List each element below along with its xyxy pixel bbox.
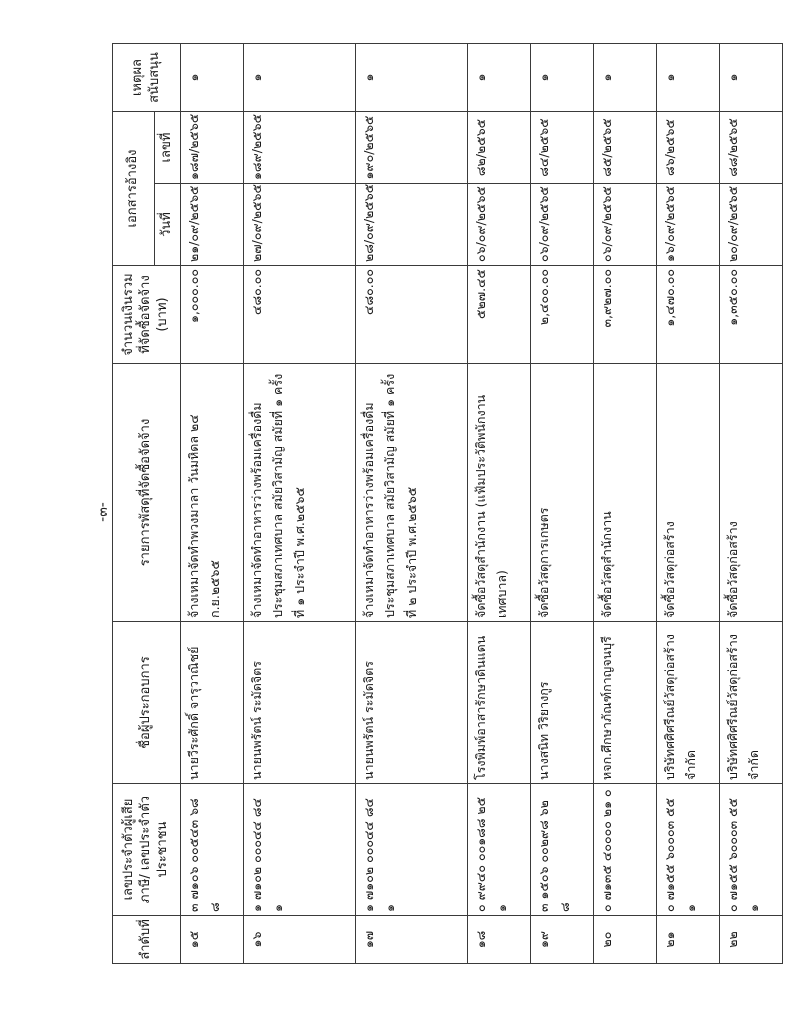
header-vendor: ชื่อผู้ประกอบการ xyxy=(113,622,181,784)
table-row xyxy=(657,43,720,963)
cell-taxid: ๑ ๗๑๐๒ ๐๐๐๔๔ ๘๔ ๑ xyxy=(356,784,468,916)
cell-item: จัดซื้อวัสดุก่อสร้าง xyxy=(720,364,783,622)
cell-docno: ๑๘๗/๒๕๖๕ xyxy=(181,111,244,183)
cell-taxid: ๐ ๙๙๔๐ ๐๐๑๘๘ ๒๕ ๑ xyxy=(468,784,531,916)
cell-no: ๒๒ xyxy=(720,916,783,964)
cell-item: จ้างเหมาจัดทำอาหารว่างพร้อมเครื่องดื่ม ประชุมสภาเทศบาล สมัยวิสามัญ สมัยที่ ๑ ครั้งที่ ๒ ประจำปี พ.ศ.๒๕๖๕ xyxy=(356,364,468,622)
cell-amount: ๑,๓๕๐.๐๐ xyxy=(720,266,783,364)
cell-date: ๒๗/๐๙/๒๕๖๕ xyxy=(244,184,356,266)
table-row xyxy=(356,43,468,963)
cell-item: จ้างเหมาจัดทำอาหารว่างพร้อมเครื่องดื่ม ประชุมสภาเทศบาล สมัยวิสามัญ สมัยที่ ๑ ครั้งที่ ๑ ประจำปี พ.ศ.๒๕๖๕ xyxy=(244,364,356,622)
cell-no: ๑๕ xyxy=(181,916,244,964)
cell-taxid: ๐ ๗๑๕๕ ๖๐๐๐๓ ๕๕ ๑ xyxy=(720,784,783,916)
cell-docno: ๘๘/๒๕๖๕ xyxy=(720,111,783,183)
header-doc-no: เลขที่ xyxy=(155,111,181,183)
table-row xyxy=(181,43,244,963)
cell-vendor: นายวีระศักดิ์ จารุวาณิชย์ xyxy=(181,622,244,784)
cell-reason: ๑ xyxy=(181,43,244,111)
table-row xyxy=(244,43,356,963)
cell-docno: ๑๘๙/๒๕๖๕ xyxy=(244,111,356,183)
cell-reason: ๑ xyxy=(468,43,531,111)
cell-amount: ๕๒๗.๔๕ xyxy=(468,266,531,364)
cell-reason: ๑ xyxy=(594,43,657,111)
header-doc-date: วันที่ xyxy=(155,184,181,266)
cell-taxid: ๐ ๗๑๓๕ ๔๐๐๐๐ ๒๑ ๐ xyxy=(594,784,657,916)
header-amount: จำนวนเงินรวม ที่จัดซื้อจัดจ้าง (บาท) xyxy=(113,266,181,364)
cell-docno: ๘๖/๒๕๖๕ xyxy=(657,111,720,183)
header-reason: เหตุผล สนับสนุน xyxy=(113,43,181,111)
cell-amount: ๓,๙๒๗.๐๐ xyxy=(594,266,657,364)
cell-vendor: นายนพรัตน์ ระมัดจิตร xyxy=(244,622,356,784)
cell-no: ๑๖ xyxy=(244,916,356,964)
cell-no: ๑๘ xyxy=(468,916,531,964)
table-row xyxy=(720,43,783,963)
procurement-table xyxy=(112,43,783,964)
cell-no: ๒๑ xyxy=(657,916,720,964)
cell-vendor: บริษัทศศิศรีณย์วัสดุก่อสร้าง จำกัด xyxy=(720,622,783,784)
cell-date: ๐๖/๐๙/๒๕๖๕ xyxy=(468,184,531,266)
cell-vendor: หจก.ศึกษาภัณฑ์กาญจนบุรี xyxy=(594,622,657,784)
cell-item: จัดซื้อวัสดุก่อสร้าง xyxy=(657,364,720,622)
cell-reason: ๑ xyxy=(657,43,720,111)
cell-docno: ๘๕/๒๕๖๕ xyxy=(594,111,657,183)
cell-amount: ๑,๐๐๐.๐๐ xyxy=(181,266,244,364)
cell-docno: ๘๒/๒๕๖๕ xyxy=(468,111,531,183)
cell-date: ๐๖/๐๙/๒๕๖๕ xyxy=(594,184,657,266)
header-no: ลำดับที่ xyxy=(113,916,181,964)
cell-reason: ๑ xyxy=(720,43,783,111)
cell-amount: ๔๘๐.๐๐ xyxy=(356,266,468,364)
cell-taxid: ๓ ๗๑๐๖ ๐๐๕๔๓ ๖๘ ๘ xyxy=(181,784,244,916)
cell-no: ๒๐ xyxy=(594,916,657,964)
table-row xyxy=(531,43,594,963)
cell-taxid: ๐ ๗๑๕๕ ๖๐๐๐๓ ๕๕ ๑ xyxy=(657,784,720,916)
cell-no: ๑๙ xyxy=(531,916,594,964)
header-row xyxy=(113,43,155,963)
cell-date: ๒๘/๐๙/๒๕๖๕ xyxy=(356,184,468,266)
cell-date: ๒๐/๐๙/๒๕๖๕ xyxy=(720,184,783,266)
cell-date: ๐๖/๐๙/๒๕๖๕ xyxy=(531,184,594,266)
cell-amount: ๔๘๐.๐๐ xyxy=(244,266,356,364)
cell-docno: ๑๙๐/๒๕๖๕ xyxy=(356,111,468,183)
table-row xyxy=(468,43,531,963)
cell-item: จัดซื้อวัสดุสำนักงาน (แฟ้มประวัติพนักงานเทศบาล) xyxy=(468,364,531,622)
cell-taxid: ๑ ๗๑๐๒ ๐๐๐๔๔ ๘๔ ๑ xyxy=(244,784,356,916)
cell-item: จัดซื้อวัสดุการเกษตร xyxy=(531,364,594,622)
cell-vendor: โรงพิมพ์อาสารักษาดินแดน xyxy=(468,622,531,784)
cell-vendor: นายนพรัตน์ ระมัดจิตร xyxy=(356,622,468,784)
table-row xyxy=(594,43,657,963)
cell-item: จ้างเหมาจัดทำพวงมาลา วันมหิดล ๒๔ ก.ย.๒๕๖๕ xyxy=(181,364,244,622)
cell-amount: ๒,๔๐๐.๐๐ xyxy=(531,266,594,364)
cell-reason: ๑ xyxy=(244,43,356,111)
cell-taxid: ๓ ๑๕๐๖ ๐๐๒๙๘ ๖๒ ๘ xyxy=(531,784,594,916)
cell-vendor: บริษัทศศิศรีณย์วัสดุก่อสร้าง จำกัด xyxy=(657,622,720,784)
header-taxid: เลขประจำตัวผู้เสียภาษี/ เลขประจำตัวประชาชน xyxy=(113,784,181,916)
cell-date: ๒๑/๐๙/๒๕๖๕ xyxy=(181,184,244,266)
cell-item: จัดซื้อวัสดุสำนักงาน xyxy=(594,364,657,622)
cell-docno: ๘๔/๒๕๖๕ xyxy=(531,111,594,183)
cell-vendor: นางสนิท วิริยางกูร xyxy=(531,622,594,784)
header-doc: เอกสารอ้างอิง xyxy=(113,111,155,265)
cell-reason: ๑ xyxy=(356,43,468,111)
cell-amount: ๑,๔๗๐.๐๐ xyxy=(657,266,720,364)
cell-reason: ๑ xyxy=(531,43,594,111)
cell-date: ๑๖/๐๙/๒๕๖๕ xyxy=(657,184,720,266)
header-item: รายการพัสดุที่จัดซื้อจัดจ้าง xyxy=(113,364,181,622)
page-number: -๓- xyxy=(95,502,111,522)
cell-no: ๑๗ xyxy=(356,916,468,964)
